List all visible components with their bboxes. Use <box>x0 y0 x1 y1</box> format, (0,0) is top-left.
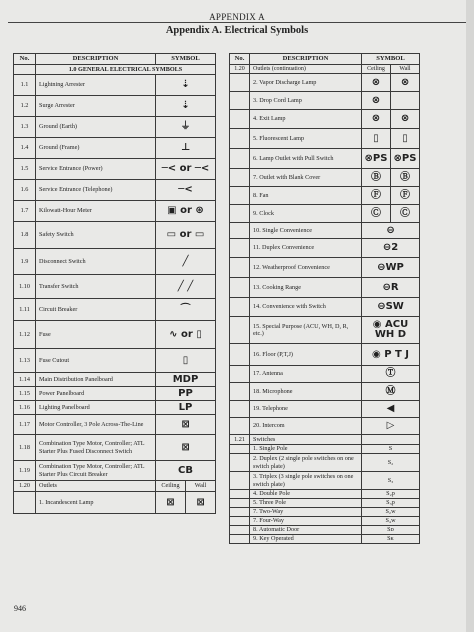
col-description: DESCRIPTION <box>36 54 156 65</box>
row-no: 1.9 <box>14 249 36 275</box>
table-row <box>14 415 216 435</box>
symbol-glyph: Ⓜ <box>362 383 420 401</box>
table-row <box>14 75 216 96</box>
table-row <box>14 138 216 159</box>
symbol-glyph: S₃p <box>362 499 420 508</box>
table-row <box>14 461 216 481</box>
row-no <box>230 239 250 258</box>
table-row <box>14 249 216 275</box>
col-symbol: SYMBOL <box>362 54 420 65</box>
symbol-glyph: S₂ <box>362 454 420 472</box>
row-description: 12. Weatherproof Convenience <box>250 258 362 278</box>
row-description: Combination Type Motor, Controller; ATL Starter Plus Fused Disconnect Switch <box>36 435 156 461</box>
row-description: 7. Four-Way <box>250 517 362 526</box>
table-row <box>230 535 420 544</box>
row-description: 3. Triplex (3 single pole switches on one switch plate) <box>250 472 362 490</box>
table-row <box>230 418 420 435</box>
symbol-glyph: ⏚ <box>156 117 216 138</box>
row-no <box>230 472 250 490</box>
row-no: 1.11 <box>14 299 36 321</box>
wall-header: Wall <box>186 481 216 492</box>
ceiling-symbol: ⊠ <box>156 492 186 514</box>
row-no <box>230 508 250 517</box>
row-no <box>230 344 250 366</box>
wall-symbol <box>391 92 420 110</box>
page-title: Appendix A. Electrical Symbols <box>165 25 309 36</box>
symbol-glyph: ⇣ <box>156 75 216 96</box>
symbol-glyph: ⊖2 <box>362 239 420 258</box>
symbol-glyph: ⌒ <box>156 299 216 321</box>
symbol-glyph: ⊠ <box>156 415 216 435</box>
ceiling-symbol: ⊗ <box>362 110 391 129</box>
row-no <box>230 223 250 239</box>
row-no: 1.6 <box>14 180 36 201</box>
table-row <box>14 299 216 321</box>
row-description: 9. Key Operated <box>250 535 362 544</box>
row-no: 1.19 <box>14 461 36 481</box>
row-no <box>230 258 250 278</box>
symbol-glyph: ▯ <box>156 349 216 373</box>
row-description: Combination Type Motor, Controller; ATL Starter Plus Circuit Breaker <box>36 461 156 481</box>
table-row <box>230 445 420 454</box>
row-no: 1.10 <box>14 275 36 299</box>
row-no <box>230 535 250 544</box>
table-row <box>230 401 420 418</box>
col-no: No. <box>230 54 250 65</box>
symbol-glyph: ◉ P T J <box>362 344 420 366</box>
row-no <box>230 278 250 298</box>
table-row <box>14 387 216 401</box>
symbol-glyph: ⊖R <box>362 278 420 298</box>
wall-symbol: ⊗PS <box>391 149 420 169</box>
symbol-glyph: ◉ ACU WH D <box>362 317 420 344</box>
ceiling-symbol: ⊗ <box>362 92 391 110</box>
col-symbol: SYMBOL <box>156 54 216 65</box>
row-no: 1.4 <box>14 138 36 159</box>
row-no: 1.16 <box>14 401 36 415</box>
table-row <box>230 298 420 317</box>
row-no <box>230 418 250 435</box>
symbol-glyph: LP <box>156 401 216 415</box>
symbol-glyph: S₂p <box>362 490 420 499</box>
table-row <box>14 435 216 461</box>
row-description: Service Entrance (Power) <box>36 159 156 180</box>
table-row <box>14 349 216 373</box>
row-no <box>230 92 250 110</box>
table-row <box>230 317 420 344</box>
symbol-glyph: MDP <box>156 373 216 387</box>
ceiling-symbol: Ⓑ <box>362 169 391 187</box>
row-description: Motor Controller, 3 Pole Across-The-Line <box>36 415 156 435</box>
symbol-glyph: Sᴋ <box>362 535 420 544</box>
table-row <box>230 517 420 526</box>
row-no <box>230 110 250 129</box>
table-row <box>230 223 420 239</box>
row-description: Switches <box>250 435 362 445</box>
row-description: Service Entrance (Telephone) <box>36 180 156 201</box>
row-description: 2. Duplex (2 single pole switches on one switch plate) <box>250 454 362 472</box>
wall-symbol: ⊗ <box>391 74 420 92</box>
symbol-glyph: ▷ <box>362 418 420 435</box>
table-row <box>230 344 420 366</box>
row-no <box>230 187 250 205</box>
header-rule <box>8 22 466 23</box>
table-row <box>14 481 216 492</box>
row-no <box>230 205 250 223</box>
row-description: Fuse Cutout <box>36 349 156 373</box>
row-description: 8. Fan <box>250 187 362 205</box>
row-no <box>230 298 250 317</box>
row-no <box>230 383 250 401</box>
row-description: Lightning Arrester <box>36 75 156 96</box>
ceiling-symbol: ⊗PS <box>362 149 391 169</box>
table-row <box>14 492 216 514</box>
table-row <box>230 526 420 535</box>
page-edge-shadow <box>466 0 474 632</box>
row-description: 11. Duplex Convenience <box>250 239 362 258</box>
table-row <box>14 201 216 222</box>
row-description: Lighting Panelboard <box>36 401 156 415</box>
wall-symbol: Ⓒ <box>391 205 420 223</box>
row-no: 1.3 <box>14 117 36 138</box>
row-description: 15. Special Purpose (ACU, WH, D, R, etc.) <box>250 317 362 344</box>
row-description: Fuse <box>36 321 156 349</box>
row-no: 1.1 <box>14 75 36 96</box>
table-row <box>14 117 216 138</box>
row-description: Kilowatt-Hour Meter <box>36 201 156 222</box>
row-no <box>230 445 250 454</box>
row-description: 19. Telephone <box>250 401 362 418</box>
row-description: Ground (Frame) <box>36 138 156 159</box>
symbol-glyph: ⊠ <box>156 435 216 461</box>
row-description: Main Distribution Panelboard <box>36 373 156 387</box>
row-no <box>230 366 250 383</box>
row-no: 1.20 <box>230 65 250 74</box>
table-row <box>230 74 420 92</box>
symbol-glyph: ▣ or ⊛ <box>156 201 216 222</box>
wall-symbol: Ⓕ <box>391 187 420 205</box>
symbol-glyph: S₄w <box>362 517 420 526</box>
row-description: 13. Cooking Range <box>250 278 362 298</box>
ceiling-symbol: ▯ <box>362 129 391 149</box>
row-no <box>230 526 250 535</box>
row-description: Circuit Breaker <box>36 299 156 321</box>
table-row <box>14 275 216 299</box>
symbol-glyph: ⊖ <box>362 223 420 239</box>
symbol-glyph: ⇣ <box>156 96 216 117</box>
ceiling-header: Ceiling <box>156 481 186 492</box>
row-description: 4. Exit Lamp <box>250 110 362 129</box>
row-no <box>14 492 36 514</box>
table-row <box>14 159 216 180</box>
symbol-glyph: ▭ or ▭ <box>156 222 216 249</box>
symbol-glyph: S <box>362 445 420 454</box>
row-no <box>230 517 250 526</box>
table-row <box>230 499 420 508</box>
row-description: 8. Automatic Door <box>250 526 362 535</box>
symbol-glyph: S₂w <box>362 508 420 517</box>
row-no: 1.18 <box>14 435 36 461</box>
wall-symbol: Ⓑ <box>391 169 420 187</box>
row-no: 1.17 <box>14 415 36 435</box>
table-row <box>14 96 216 117</box>
row-no: 1.20 <box>14 481 36 492</box>
row-no: 1.8 <box>14 222 36 249</box>
row-description: 1. Single Pole <box>250 445 362 454</box>
row-no <box>230 490 250 499</box>
row-description: 4. Double Pole <box>250 490 362 499</box>
symbol-glyph: ⊖SW <box>362 298 420 317</box>
table-row <box>230 383 420 401</box>
table-row <box>230 129 420 149</box>
symbol-glyph: PP <box>156 387 216 401</box>
symbol-glyph: Ⓣ <box>362 366 420 383</box>
wall-symbol: ⊗ <box>391 110 420 129</box>
row-description: 16. Floor (P,T,J) <box>250 344 362 366</box>
symbol-glyph: ◀ <box>362 401 420 418</box>
row-description: 3. Drop Cord Lamp <box>250 92 362 110</box>
table-row <box>230 239 420 258</box>
symbol-glyph: ⊥ <box>156 138 216 159</box>
left-symbol-table <box>13 53 216 514</box>
table-row <box>14 180 216 201</box>
table-row <box>230 205 420 223</box>
table-row <box>14 373 216 387</box>
row-no <box>230 149 250 169</box>
table-row <box>230 169 420 187</box>
row-description: Outlets <box>36 481 156 492</box>
row-description: Outlets (continuation) <box>250 65 362 74</box>
table-row <box>230 278 420 298</box>
table-row <box>230 110 420 129</box>
table-row <box>14 222 216 249</box>
symbol-glyph: Sᴅ <box>362 526 420 535</box>
row-no <box>230 169 250 187</box>
table-row <box>230 187 420 205</box>
table-row <box>230 472 420 490</box>
row-description: 5. Three Pole <box>250 499 362 508</box>
row-no: 1.7 <box>14 201 36 222</box>
symbol-glyph: ╱ ╱ <box>156 275 216 299</box>
row-description: Transfer Switch <box>36 275 156 299</box>
table-row <box>230 508 420 517</box>
col-no: No. <box>14 54 36 65</box>
wall-symbol: ⊠ <box>186 492 216 514</box>
row-no: 1.15 <box>14 387 36 401</box>
row-description: Safety Switch <box>36 222 156 249</box>
row-description: 17. Antenna <box>250 366 362 383</box>
table-row <box>230 435 420 445</box>
row-description: 7. Outlet with Blank Cover <box>250 169 362 187</box>
ceiling-symbol: Ⓕ <box>362 187 391 205</box>
table-row <box>230 454 420 472</box>
wall-symbol: ▯ <box>391 129 420 149</box>
symbol-glyph: ─< <box>156 180 216 201</box>
row-no <box>230 129 250 149</box>
ceiling-symbol: ⊗ <box>362 74 391 92</box>
row-no: 1.14 <box>14 373 36 387</box>
row-description: 7. Two-Way <box>250 508 362 517</box>
symbol-glyph: ╱ <box>156 249 216 275</box>
symbol-glyph: ∿ or ▯ <box>156 321 216 349</box>
row-description: Ground (Earth) <box>36 117 156 138</box>
row-description: 18. Microphone <box>250 383 362 401</box>
ceiling-symbol: Ⓒ <box>362 205 391 223</box>
symbol-glyph: ─< or ─< <box>156 159 216 180</box>
table-row <box>230 92 420 110</box>
symbol-glyph: CB <box>156 461 216 481</box>
row-no: 1.21 <box>230 435 250 445</box>
table-row <box>230 490 420 499</box>
wall-header: Wall <box>391 65 420 74</box>
row-no <box>230 74 250 92</box>
right-symbol-table <box>229 53 420 544</box>
symbol-glyph <box>362 435 420 445</box>
page-number: 946 <box>14 604 26 613</box>
symbol-glyph: S₃ <box>362 472 420 490</box>
row-description: 9. Clock <box>250 205 362 223</box>
ceiling-header: Ceiling <box>362 65 391 74</box>
table-row <box>14 401 216 415</box>
row-description: Power Panelboard <box>36 387 156 401</box>
row-no <box>230 401 250 418</box>
row-no: 1.2 <box>14 96 36 117</box>
row-description: 10. Single Convenience <box>250 223 362 239</box>
symbol-glyph: ⊖WP <box>362 258 420 278</box>
row-no <box>230 317 250 344</box>
row-no: 1.13 <box>14 349 36 373</box>
section-title: 1.0 GENERAL ELECTRICAL SYMBOLS <box>36 65 216 75</box>
table-row <box>230 258 420 278</box>
row-description: 20. Intercom <box>250 418 362 435</box>
row-no <box>230 499 250 508</box>
row-no: 1.5 <box>14 159 36 180</box>
row-description: 6. Lamp Outlet with Pull Switch <box>250 149 362 169</box>
row-description: Surge Arrester <box>36 96 156 117</box>
table-row <box>230 366 420 383</box>
col-description: DESCRIPTION <box>250 54 362 65</box>
table-row <box>230 149 420 169</box>
row-description: 14. Convenience with Switch <box>250 298 362 317</box>
row-no <box>230 454 250 472</box>
row-no: 1.12 <box>14 321 36 349</box>
table-row <box>14 321 216 349</box>
row-description: 2. Vapor Discharge Lamp <box>250 74 362 92</box>
row-description: 5. Fluorescent Lamp <box>250 129 362 149</box>
row-description: Disconnect Switch <box>36 249 156 275</box>
appendix-label: APPENDIX A <box>209 12 265 22</box>
row-description: 1. Incandescent Lamp <box>36 492 156 514</box>
